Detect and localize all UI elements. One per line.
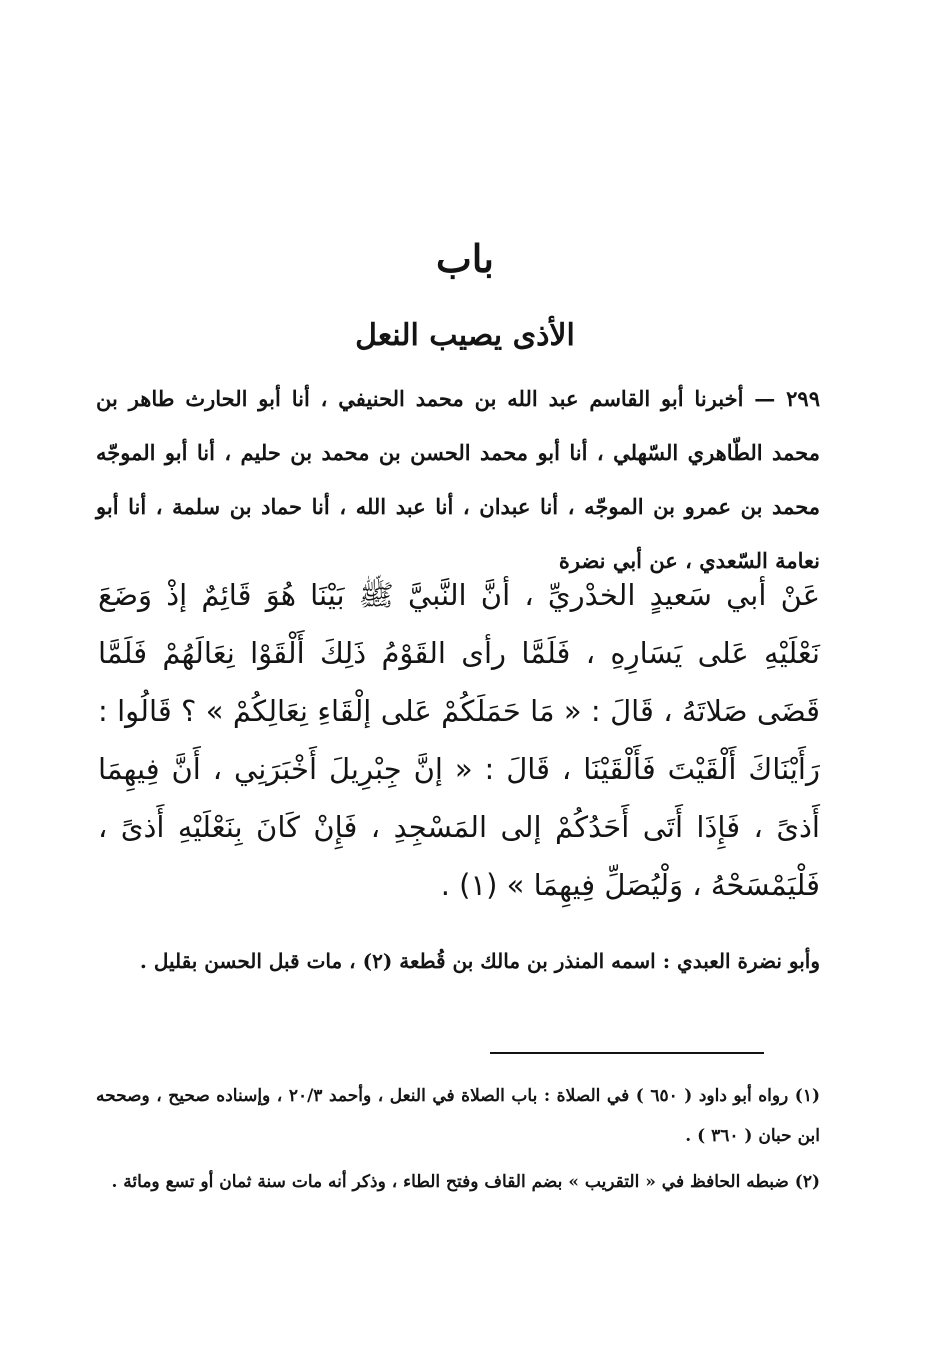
chapter-label: باب	[436, 236, 494, 281]
footnotes	[96, 1076, 820, 1208]
chapter-title: الأذى يصيب النعل	[355, 318, 575, 353]
footnote-1: (١) رواه أبو داود ( ٦٥٠ ) في الصلاة : باب الصلاة في النعل ، وأحمد ٢٠/٣ ، وإسناده صحيح ، وصححه ابن حبان ( ٣٦٠ ) .	[96, 1086, 821, 1146]
footnote-divider	[490, 1052, 764, 1054]
hadith-isnad: ٢٩٩ — أخبرنا أبو القاسم عبد الله بن محمد الحنيفي ، أنا أبو الحارث طاهر بن محمد الطّاهري السّهلي ، أنا أبو محمد الحسن بن محمد بن حليم ، أنا أبو الموجّه محمد بن عمرو بن الموجّه ، أنا عبدان ، أنا عبد الله ، أنا حماد بن سلمة ، أنا أبو نعامة السّعدي ، عن أبي نضرة	[96, 386, 820, 573]
narrator-note: وأبو نضرة العبدي : اسمه المنذر بن مالك بن قُطعة (٢) ، مات قبل الحسن بقليل .	[139, 949, 820, 973]
hadith-matn: عَنْ أبي سَعيدٍ الخدْريِّ ، أنَّ النَّبيَّ ﷺ بَيْنَا هُوَ قَائِمٌ إذْ وَضَعَ نَعْلَيْهِ عَلى يَسَارِهِ ، فَلَمَّا رأى القَوْمُ ذَلِكَ أَلْقَوْا نِعَالَهُمْ فَلَمَّا قَضَى صَلاتَهُ ، قَالَ : « مَا حَمَلَكُمْ عَلى إلْقَاءِ نِعَالِكُمْ » ؟ قَالُوا : رَأَيْنَاكَ أَلْقَيْتَ فَأَلْقَيْنَا ، قَالَ : « إنَّ جِبْرِيلَ أَخْبَرَنِي ، أَنَّ فِيهِمَا أَذىً ، فَإِذَا أَتَى أَحَدُكُمْ إلى المَسْجِدِ ، فَإِنْ كَانَ بِنَعْلَيْهِ أَذىً ، فَلْيَمْسَحْهُ ، وَلْيُصَلِّ فِيهِمَا » (١) .	[98, 578, 820, 902]
footnote-2: (٢) ضبطه الحافظ في « التقريب » بضم القاف وفتح الطاء ، وذكر أنه مات سنة ثمان أو تسع ومائة .	[111, 1172, 820, 1192]
